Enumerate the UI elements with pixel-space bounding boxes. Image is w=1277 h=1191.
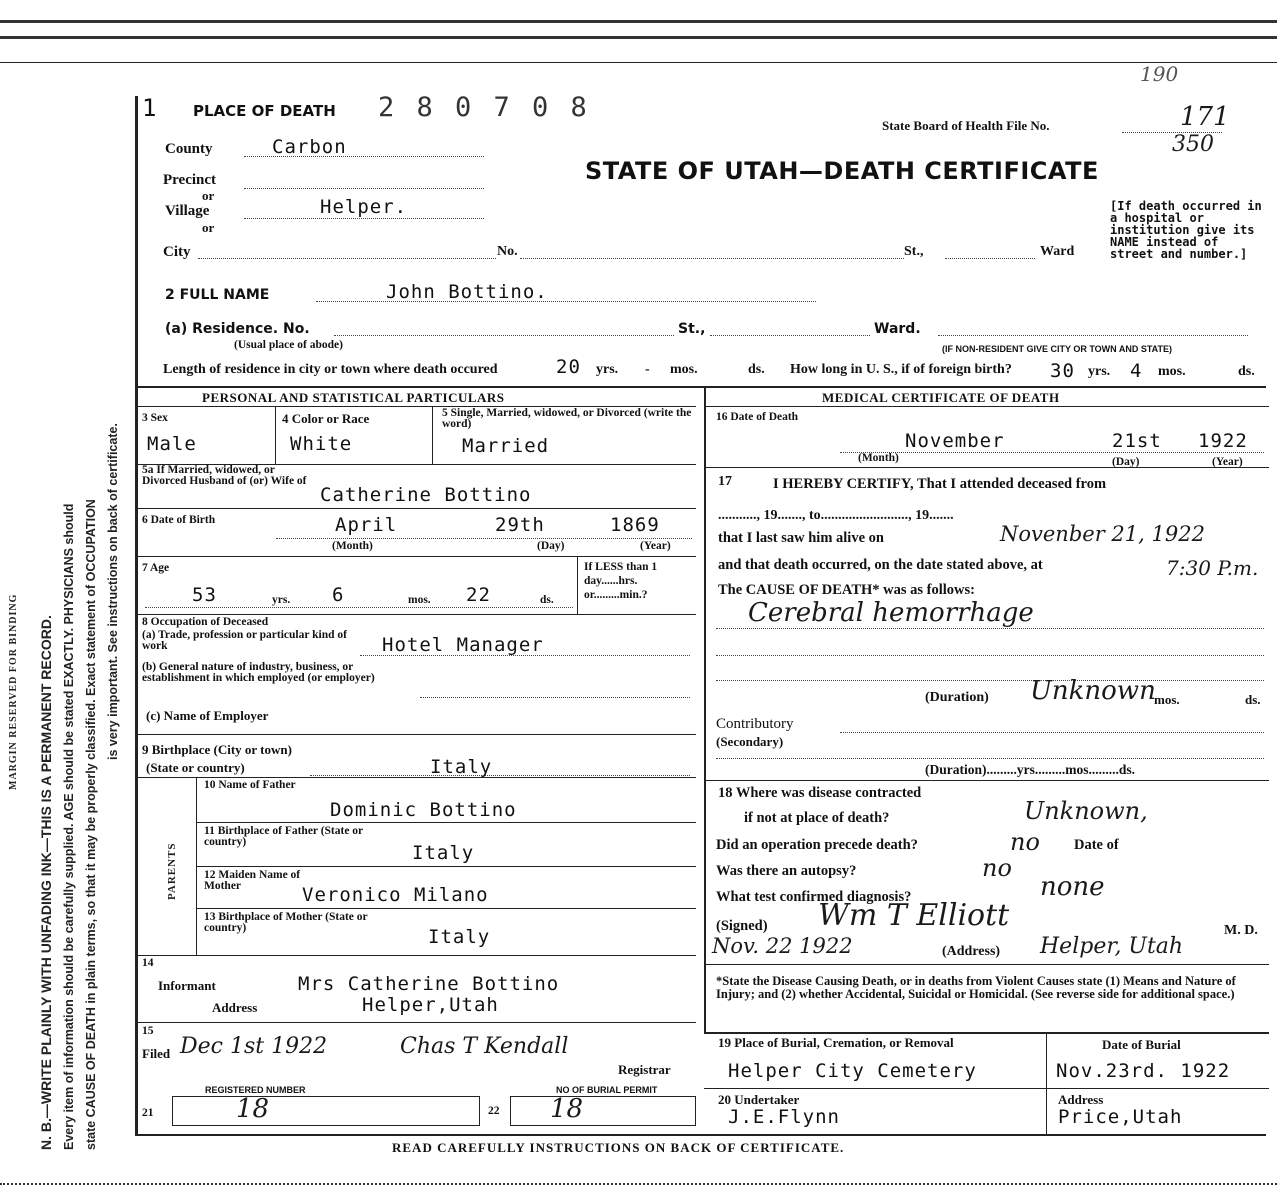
- row-line-10: [136, 955, 696, 956]
- sex-divider: [275, 406, 276, 464]
- informant-value: Mrs Catherine Bottino: [298, 973, 560, 995]
- cause-line-2: [716, 655, 1264, 656]
- or-label-1: or: [202, 188, 215, 203]
- birthplace-label: 9 Birthplace (City or town): [142, 742, 292, 757]
- filed-date: Dec 1st 1922: [180, 1034, 328, 1059]
- village-value: Helper.: [320, 196, 408, 218]
- burial-place-label: 19 Place of Burial, Cremation, or Removal: [718, 1035, 954, 1050]
- cause-line-1: [716, 628, 1264, 629]
- medical-heading: MEDICAL CERTIFICATE OF DEATH: [822, 390, 1060, 405]
- parents-label: PARENTS: [166, 842, 178, 900]
- margin-note-2: Every item of information should be carefully supplied. AGE should be stated EXACTLY. PHYSICIANS should: [62, 503, 76, 1150]
- med-line-4: [704, 1032, 1269, 1034]
- marital-label: 5 Single, Married, widowed, or Divorced (write the word): [442, 407, 692, 430]
- reg-number-value: 18: [236, 1094, 270, 1124]
- contributory-line-2: [716, 758, 1264, 759]
- mother-bp-value: Italy: [428, 926, 491, 948]
- race-label: 4 Color or Race: [282, 411, 370, 426]
- city-line: [198, 258, 496, 259]
- duration-label: (Duration): [925, 690, 989, 705]
- if-not-label: if not at place of death?: [744, 810, 890, 826]
- med-line-5: [704, 1088, 1269, 1089]
- place-of-death-label: PLACE OF DEATH: [193, 102, 336, 120]
- dod-month: November: [905, 430, 1005, 452]
- full-name-value: John Bottino.: [386, 281, 548, 303]
- age-yrs: 53: [192, 584, 217, 606]
- from-to-line: ..........., 19......., to........................., 19.......: [718, 508, 954, 523]
- dob-year: 1869: [610, 514, 660, 536]
- contributory-line: [840, 732, 1264, 733]
- marital-value: Married: [462, 435, 550, 457]
- grid-h-main: [136, 386, 1266, 388]
- top-border-2: [0, 36, 1277, 39]
- birthplace-state-label: (State or country): [146, 760, 245, 775]
- no-label: No.: [497, 244, 518, 259]
- duration2-label: (Duration).........yrs.........mos.........ds.: [925, 762, 1136, 777]
- cause-line-3: [716, 680, 1264, 681]
- dod-day: 21st: [1112, 430, 1162, 452]
- stamp-number: 2 8 0 7 0 8: [378, 92, 590, 123]
- occupation-label: 8 Occupation of Deceased: [142, 616, 269, 628]
- top-border-1: [0, 20, 1277, 23]
- where-value: Unknown,: [1024, 797, 1148, 825]
- occupation-c-label: (c) Name of Employer: [146, 708, 269, 723]
- registrar-label: Registrar: [618, 1062, 671, 1077]
- row-line-7: [196, 822, 696, 823]
- mother-value: Veronico Milano: [302, 884, 489, 906]
- length-yrs: 20: [556, 356, 581, 378]
- duration-mos-label: mos.: [1154, 692, 1180, 707]
- death-occurred-label: and that death occurred, on the date stated above, at: [718, 557, 1043, 573]
- village-label: Village: [165, 203, 210, 219]
- no-line: [520, 258, 904, 259]
- md-label: M. D.: [1224, 923, 1258, 938]
- occupation-b-label: (b) General nature of industry, business, or establishment in which employed (or employer): [142, 661, 375, 684]
- physician-signature: Wm T Elliott: [818, 898, 1010, 933]
- length-mos-label: mos.: [670, 362, 698, 377]
- where-label: 18 Where was disease contracted: [718, 785, 922, 801]
- informant-address-value: Helper,Utah: [362, 994, 499, 1016]
- occupation-a-line: [360, 655, 690, 656]
- margin-note-4: is very important. See instructions on back of certificate.: [106, 423, 120, 760]
- test-label: What test confirmed diagnosis?: [716, 889, 912, 905]
- dod-line: [840, 452, 1264, 453]
- burial-permit-value: 18: [550, 1094, 584, 1124]
- row-line-6: [136, 777, 696, 778]
- spouse-value: Catherine Bottino: [320, 484, 532, 506]
- margin-note-1: N. B.—WRITE PLAINLY WITH UNFADING INK—THIS IS A PERMANENT RECORD.: [38, 615, 54, 1150]
- dod-year: 1922: [1198, 430, 1248, 452]
- residence-label: (a) Residence. No.: [165, 321, 310, 337]
- reg-number-box: [172, 1096, 480, 1126]
- precinct-label: Precinct: [163, 172, 217, 188]
- row-line-3: [136, 556, 696, 557]
- item-number: 1: [142, 94, 158, 122]
- burial-date-label: Date of Burial: [1102, 1037, 1181, 1052]
- bottom-scan-border: [0, 1183, 1277, 1185]
- spouse-label: 5a If Married, widowed, or Divorced Husband of (or) Wife of: [142, 464, 307, 487]
- dod-year-label: (Year): [1212, 456, 1243, 468]
- file-no-2: 350: [1172, 132, 1214, 157]
- sign-date: Nov. 22 1922: [712, 934, 853, 958]
- footnote: *State the Disease Causing Death, or in deaths from Violent Causes state (1) Means and Nature of Injury; and (2) whether Accidental, Suicidal or Homicidal. (See reverse side for additional space.): [716, 974, 1236, 1001]
- burial-date-value: Nov.23rd. 1922: [1056, 1060, 1231, 1082]
- sign-address-value: Helper, Utah: [1040, 934, 1184, 959]
- age-yrs-label: yrs.: [272, 594, 291, 606]
- county-value: Carbon: [272, 136, 347, 158]
- row-line-9: [196, 908, 696, 909]
- grid-v-center: [704, 386, 706, 1034]
- burial-permit-num: 22: [488, 1105, 500, 1117]
- us-yrs: 30: [1050, 360, 1075, 382]
- personal-heading: PERSONAL AND STATISTICAL PARTICULARS: [202, 390, 505, 405]
- certificate-title: STATE OF UTAH—DEATH CERTIFICATE: [585, 157, 1099, 185]
- operation-label: Did an operation precede death?: [716, 837, 918, 853]
- father-bp-value: Italy: [412, 842, 475, 864]
- secondary-label: (Secondary): [716, 734, 784, 749]
- file-label: State Board of Health File No.: [882, 118, 1050, 133]
- med-line-2: [704, 780, 1269, 781]
- cause-label: The CAUSE OF DEATH* was as follows:: [718, 582, 975, 598]
- residence-line: [334, 335, 674, 336]
- date-of-label: Date of: [1074, 837, 1119, 853]
- city-label: City: [163, 244, 191, 260]
- informant-number: 14: [142, 957, 154, 969]
- time-value: 7:30 P.m.: [1166, 556, 1259, 580]
- burial-divider: [1046, 1032, 1047, 1136]
- st-label: St.,: [904, 244, 924, 259]
- length-ds-label: ds.: [748, 362, 765, 377]
- autopsy-label: Was there an autopsy?: [716, 863, 857, 879]
- file-no: 171: [1180, 102, 1230, 132]
- mother-label: 12 Maiden Name of Mother: [204, 869, 301, 892]
- age-line: [145, 607, 573, 608]
- test-value: none: [1040, 872, 1105, 902]
- age-ds-label: ds.: [540, 594, 554, 606]
- row-line-4: [136, 614, 696, 615]
- ward-line: [945, 258, 1035, 259]
- father-label: 10 Name of Father: [204, 779, 296, 791]
- informant-address-label: Address: [212, 1000, 258, 1015]
- medical-head-line: [704, 406, 1269, 407]
- contributory-label: Contributory: [716, 716, 794, 732]
- dob-label: 6 Date of Birth: [142, 514, 216, 526]
- length-mos-dash: -: [645, 362, 650, 377]
- last-saw-value: Novenber 21, 1922: [1000, 522, 1205, 546]
- operation-value: no: [1010, 828, 1040, 856]
- dob-line: [276, 538, 692, 539]
- med-line-3: [704, 964, 1269, 965]
- residence-st-label: St.,: [678, 321, 706, 337]
- sign-address-label: (Address): [942, 944, 1001, 959]
- frame-left: [135, 96, 138, 1136]
- sex-value: Male: [147, 433, 197, 455]
- age-label: 7 Age: [142, 562, 170, 574]
- precinct-line: [244, 188, 484, 189]
- burial-permit-box: [510, 1096, 696, 1126]
- less-label: If LESS than 1 day......hrs. or.........min.?: [584, 561, 658, 601]
- age-mos: 6: [332, 584, 345, 606]
- us-mos-label: mos.: [1158, 364, 1186, 379]
- occupation-b-line: [420, 697, 690, 698]
- sex-label: 3 Sex: [142, 412, 168, 424]
- father-value: Dominic Bottino: [330, 799, 517, 821]
- row-line-5: [136, 734, 696, 735]
- corner-no: 190: [1140, 62, 1179, 86]
- father-bp-label: 11 Birthplace of Father (State or country): [204, 825, 363, 848]
- row-line-11: [136, 1022, 696, 1023]
- informant-label: Informant: [158, 978, 216, 993]
- dob-month-label: (Month): [332, 540, 373, 552]
- us-label: How long in U. S., if of foreign birth?: [790, 362, 1012, 377]
- certify-text: I HEREBY CERTIFY, That I attended deceased from: [773, 476, 1107, 492]
- binding-margin-text: MARGIN RESERVED FOR BINDING: [8, 593, 19, 790]
- village-line: [244, 218, 484, 219]
- signed-label: (Signed): [716, 918, 768, 934]
- dod-day-label: (Day): [1112, 456, 1140, 468]
- usual-label: (Usual place of abode): [234, 339, 343, 351]
- filed-label: Filed: [142, 1046, 171, 1061]
- burial-place-value: Helper City Cemetery: [728, 1060, 977, 1082]
- filed-number: 15: [142, 1025, 154, 1037]
- undertaker-address-value: Price,Utah: [1058, 1106, 1183, 1128]
- undertaker-label: 20 Undertaker: [718, 1092, 800, 1107]
- duration-ds-label: ds.: [1245, 692, 1261, 707]
- last-saw-label: that I last saw him alive on: [718, 530, 884, 546]
- residence-ward-label: Ward.: [874, 321, 921, 337]
- full-name-label: 2 FULL NAME: [165, 287, 270, 303]
- hospital-note: [If death occurred in a hospital or institution give its NAME instead of street and number.]: [1110, 199, 1262, 261]
- ward-label: Ward: [1040, 244, 1075, 259]
- footer-instructions: READ CAREFULLY INSTRUCTIONS ON BACK OF CERTIFICATE.: [392, 1140, 845, 1155]
- autopsy-value: no: [982, 854, 1012, 882]
- nonres-label: (IF NON-RESIDENT GIVE CITY OR TOWN AND STATE): [942, 344, 1173, 354]
- undertaker-address-label: Address: [1058, 1092, 1104, 1107]
- race-value: White: [290, 433, 353, 455]
- dob-day-label: (Day): [537, 540, 565, 552]
- med-line-1: [704, 467, 1269, 468]
- burial-permit-label: NO OF BURIAL PERMIT: [556, 1085, 658, 1095]
- top-border-3: [0, 62, 1277, 63]
- duration-value: Unknown: [1030, 676, 1156, 706]
- row-line-2: [136, 508, 696, 509]
- dod-month-label: (Month): [858, 452, 899, 464]
- residence-st-line: [710, 335, 870, 336]
- registrar-signature: Chas T Kendall: [400, 1034, 569, 1059]
- county-label: County: [165, 141, 213, 157]
- occupation-a-label: (a) Trade, profession or particular kind of work: [142, 629, 347, 652]
- race-divider: [432, 406, 433, 464]
- length-label: Length of residence in city or town where death occured: [163, 362, 498, 377]
- reg-number-label: REGISTERED NUMBER: [205, 1085, 306, 1095]
- birthplace-line: [310, 775, 690, 776]
- us-ds-label: ds.: [1238, 364, 1255, 379]
- margin-note-3: state CAUSE OF DEATH in plain terms, so that it may be properly classified. Exact statement of OCCUPATION: [84, 499, 98, 1150]
- undertaker-value: J.E.Flynn: [728, 1106, 840, 1128]
- mother-bp-label: 13 Birthplace of Mother (State or country): [204, 911, 368, 934]
- us-mos: 4: [1130, 360, 1143, 382]
- certify-number: 17: [718, 474, 732, 489]
- age-mos-label: mos.: [408, 594, 431, 606]
- residence-ward-line: [938, 335, 1248, 336]
- row-line-8: [196, 866, 696, 867]
- dob-day: 29th: [495, 514, 545, 536]
- us-yrs-label: yrs.: [1088, 364, 1111, 379]
- or-label-2: or: [202, 220, 215, 235]
- dob-month: April: [335, 514, 398, 536]
- birthplace-value: Italy: [430, 756, 493, 778]
- bottom-line: [136, 1134, 1266, 1136]
- less-divider: [577, 556, 578, 614]
- length-yrs-label: yrs.: [596, 362, 619, 377]
- reg-number-num: 21: [142, 1107, 154, 1119]
- age-ds: 22: [466, 584, 491, 606]
- dod-label: 16 Date of Death: [716, 411, 799, 423]
- occupation-a-value: Hotel Manager: [382, 634, 544, 656]
- dob-year-label: (Year): [640, 540, 671, 552]
- cause-value: Cerebral hemorrhage: [748, 598, 1034, 628]
